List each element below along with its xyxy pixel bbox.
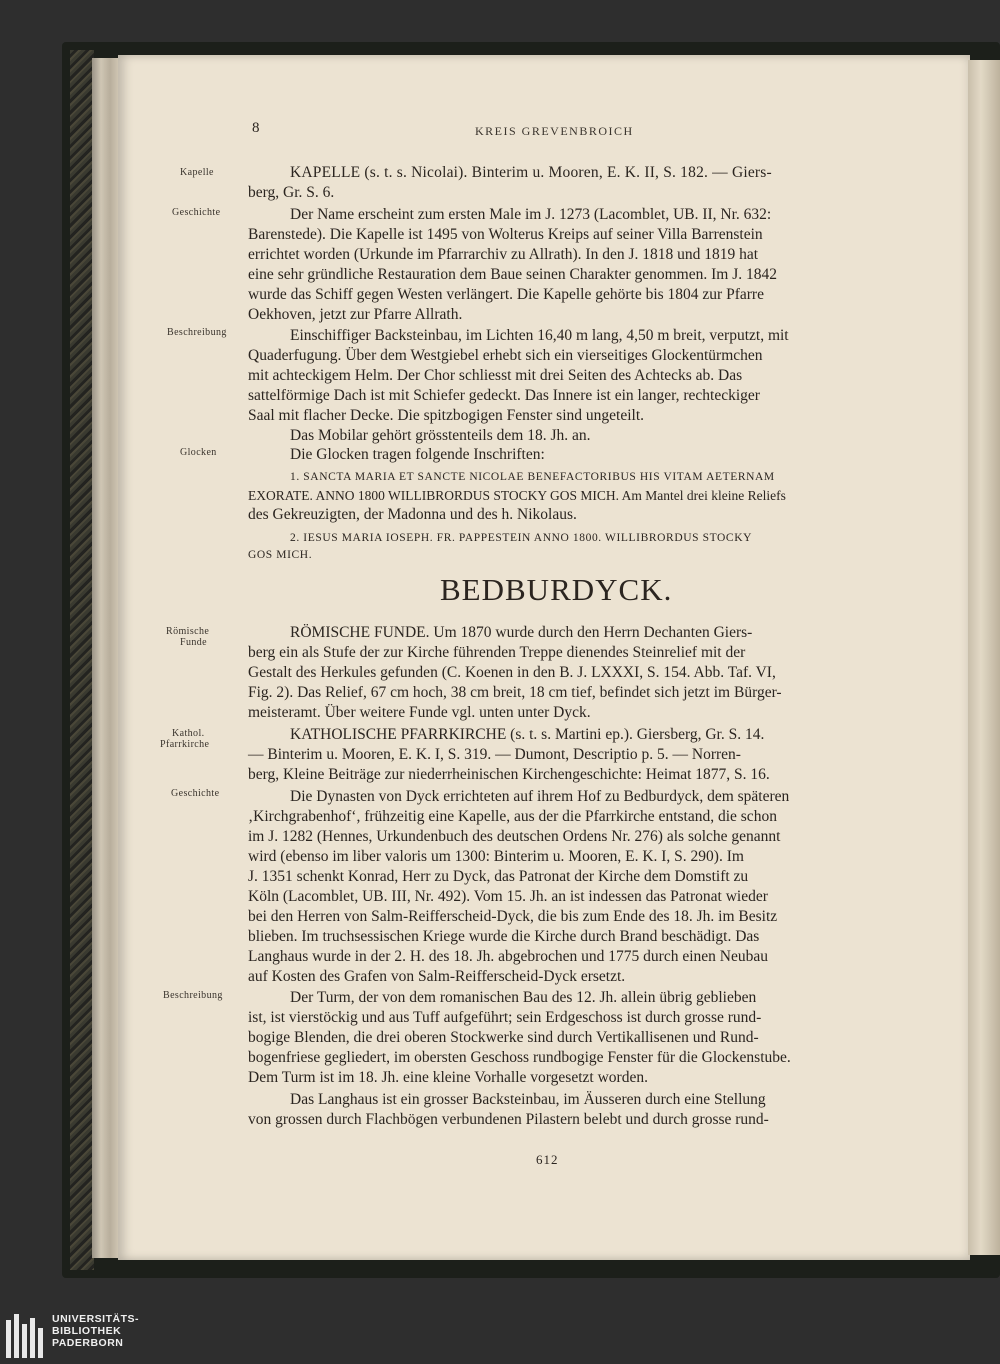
- library-name: [52, 1313, 139, 1349]
- page-number: 8: [252, 120, 260, 136]
- text-line: Köln (Lacomblet, UB. III, Nr. 492). Vom 15. Jh. an ist indessen das Patronat wieder: [248, 888, 768, 905]
- text-line: berg, Gr. S. 6.: [248, 184, 335, 201]
- text-line: bei den Herren von Salm-Reifferscheid-Dyck, die bis zum Ende des 18. Jh. im Besitz: [248, 908, 778, 925]
- running-title: KREIS GREVENBROICH: [475, 124, 634, 138]
- text-line: Fig. 2). Das Relief, 67 cm hoch, 38 cm breit, 18 cm tief, befindet sich jetzt im Bürger-: [248, 684, 782, 701]
- margin-note-geschichte-2: Geschichte: [171, 788, 220, 799]
- margin-note-kapelle: Kapelle: [180, 167, 214, 178]
- text-line: Gestalt des Herkules gefunden (C. Koenen in den B. J. LXXXI, S. 154. Abb. Taf. VI,: [248, 664, 776, 681]
- margin-note-kathol: Kathol.: [172, 728, 205, 739]
- text-line: KAPELLE (s. t. s. Nicolai). Binterim u. Mooren, E. K. II, S. 182. — Giers-: [290, 164, 772, 181]
- section-title: BEDBURDYCK.: [440, 572, 673, 607]
- text-line: Barenstede). Die Kapelle ist 1495 von Wolterus Kreips auf seiner Villa Barrenstein: [248, 226, 763, 243]
- library-name-line: PADERBORN: [52, 1337, 124, 1349]
- text-line: Quaderfugung. Über dem Westgiebel erhebt sich ein vierseitiges Glockentürmchen: [248, 347, 763, 364]
- text-line: Dem Turm ist im 18. Jh. eine kleine Vorhalle vorgesetzt worden.: [248, 1069, 648, 1086]
- library-footer: [0, 1300, 1000, 1364]
- text-line: berg, Kleine Beiträge zur niederrheinischen Kirchengeschichte: Heimat 1877, S. 16.: [248, 766, 770, 783]
- text-line: errichtet worden (Urkunde im Pfarrarchiv zu Allrath). In den J. 1818 und 1819 hat: [248, 246, 759, 263]
- text-line: auf Kosten des Grafen von Salm-Reifferscheid-Dyck ersetzt.: [248, 968, 626, 985]
- page-edges-right: [968, 60, 1000, 1255]
- text-line: J. 1351 schenkt Konrad, Herr zu Dyck, das Patronat der Kirche dem Domstift zu: [248, 868, 749, 885]
- margin-note-beschreibung-2: Beschreibung: [163, 990, 223, 1001]
- library-logo-icon: [6, 1314, 46, 1358]
- margin-note-geschichte: Geschichte: [172, 207, 221, 218]
- inscription-line: 1. SANCTA MARIA ET SANCTE NICOLAE BENEFACTORIBUS HIS VITAM AETERNAM: [290, 471, 775, 483]
- text-line: berg ein als Stufe der zur Kirche führenden Treppe dienendes Steinrelief mit der: [248, 644, 746, 661]
- text-line: Saal mit flacher Decke. Die spitzbogigen Fenster sind ungeteilt.: [248, 407, 644, 424]
- inscription-line: GOS MICH.: [248, 549, 313, 561]
- text-line: Oekhoven, jetzt zur Pfarre Allrath.: [248, 306, 463, 323]
- text-line: Der Name erscheint zum ersten Male im J. 1273 (Lacomblet, UB. II, Nr. 632:: [290, 206, 772, 223]
- text-line: mit achteckigem Helm. Der Chor schliesst mit drei Seiten des Achtecks ab. Das: [248, 367, 743, 384]
- text-line: ist, ist vierstöckig und aus Tuff aufgeführt; sein Erdgeschoss ist durch grosse rund-: [248, 1009, 762, 1026]
- library-name-line: UNIVERSITÄTS-: [52, 1313, 140, 1325]
- text-line: von grossen durch Flachbögen verbundenen Pilastern belebt und durch grosse rund-: [248, 1111, 769, 1128]
- text-line: meisteramt. Über weitere Funde vgl. unten unter Dyck.: [248, 704, 591, 721]
- text-line: Das Langhaus ist ein grosser Backsteinbau, im Äusseren durch eine Stellung: [290, 1091, 766, 1108]
- text-line: Langhaus wurde in der 2. H. des 18. Jh. abgebrochen und 1775 durch einen Neubau: [248, 948, 768, 965]
- text-line: wurde das Schiff gegen Westen verlängert. Die Kapelle gehörte bis 1804 zur Pfarre: [248, 286, 764, 303]
- text-line: KATHOLISCHE PFARRKIRCHE (s. t. s. Martini ep.). Giersberg, Gr. S. 14.: [290, 726, 765, 743]
- text-line: Der Turm, der von dem romanischen Bau des 12. Jh. allein übrig geblieben: [290, 989, 757, 1006]
- margin-note-funde: Funde: [180, 637, 207, 648]
- text-line: im J. 1282 (Hennes, Urkundenbuch des deutschen Ordens Nr. 276) als solche genannt: [248, 828, 781, 845]
- text-line: RÖMISCHE FUNDE. Um 1870 wurde durch den Herrn Dechanten Giers-: [290, 624, 753, 641]
- footer-page-number: 612: [536, 1152, 559, 1167]
- text-line: Einschiffiger Backsteinbau, im Lichten 16,40 m lang, 4,50 m breit, verputzt, mit: [290, 327, 789, 344]
- library-name-line: BIBLIOTHEK: [52, 1325, 122, 1337]
- text-line: wird (ebenso im liber valoris um 1300: Binterim u. Mooren, E. K. I, S. 290). Im: [248, 848, 744, 865]
- text-line: blieben. Im truchsessischen Kriege wurde die Kirche durch Brand beschädigt. Das: [248, 928, 760, 945]
- text-line: Das Mobilar gehört grösstenteils dem 18. Jh. an.: [290, 427, 591, 444]
- text-line: des Gekreuzigten, der Madonna und des h. Nikolaus.: [248, 506, 577, 523]
- book-spine: [70, 50, 94, 1270]
- inscription-line: EXORATE. ANNO 1800 WILLIBRORDUS STOCKY GOS MICH. Am Mantel drei kleine Reliefs: [248, 488, 786, 503]
- text-line: Die Glocken tragen folgende Inschriften:: [290, 446, 545, 463]
- margin-note-pfarrkirche: Pfarrkirche: [160, 739, 210, 750]
- margin-note-beschreibung: Beschreibung: [167, 327, 227, 338]
- text-line: — Binterim u. Mooren, E. K. I, S. 319. — Dumont, Descriptio p. 5. — Norren-: [248, 746, 741, 763]
- margin-note-glocken: Glocken: [180, 447, 217, 458]
- text-line: sattelförmige Dach ist mit Schiefer gedeckt. Das Innere ist ein langer, rechteckiger: [248, 387, 760, 404]
- text-line: eine sehr gründliche Restauration dem Baue seinen Charakter genommen. Im J. 1842: [248, 266, 777, 283]
- text-line: bogenfriese gegliedert, im obersten Geschoss rundbogige Fenster für die Glockenstube.: [248, 1049, 791, 1066]
- margin-note-roemische: Römische: [166, 626, 210, 637]
- text-line: Die Dynasten von Dyck errichteten auf ihrem Hof zu Bedburdyck, dem späteren: [290, 788, 790, 805]
- text-line: ‚Kirchgrabenhof‘, frühzeitig eine Kapelle, aus der die Pfarrkirche entstand, die schon: [248, 808, 777, 825]
- inscription-line: 2. IESUS MARIA IOSEPH. FR. PAPPESTEIN ANNO 1800. WILLIBRORDUS STOCKY: [290, 532, 752, 544]
- text-line: bogige Blenden, die drei oberen Stockwerke sind durch Vertikallisenen und Rund-: [248, 1029, 759, 1046]
